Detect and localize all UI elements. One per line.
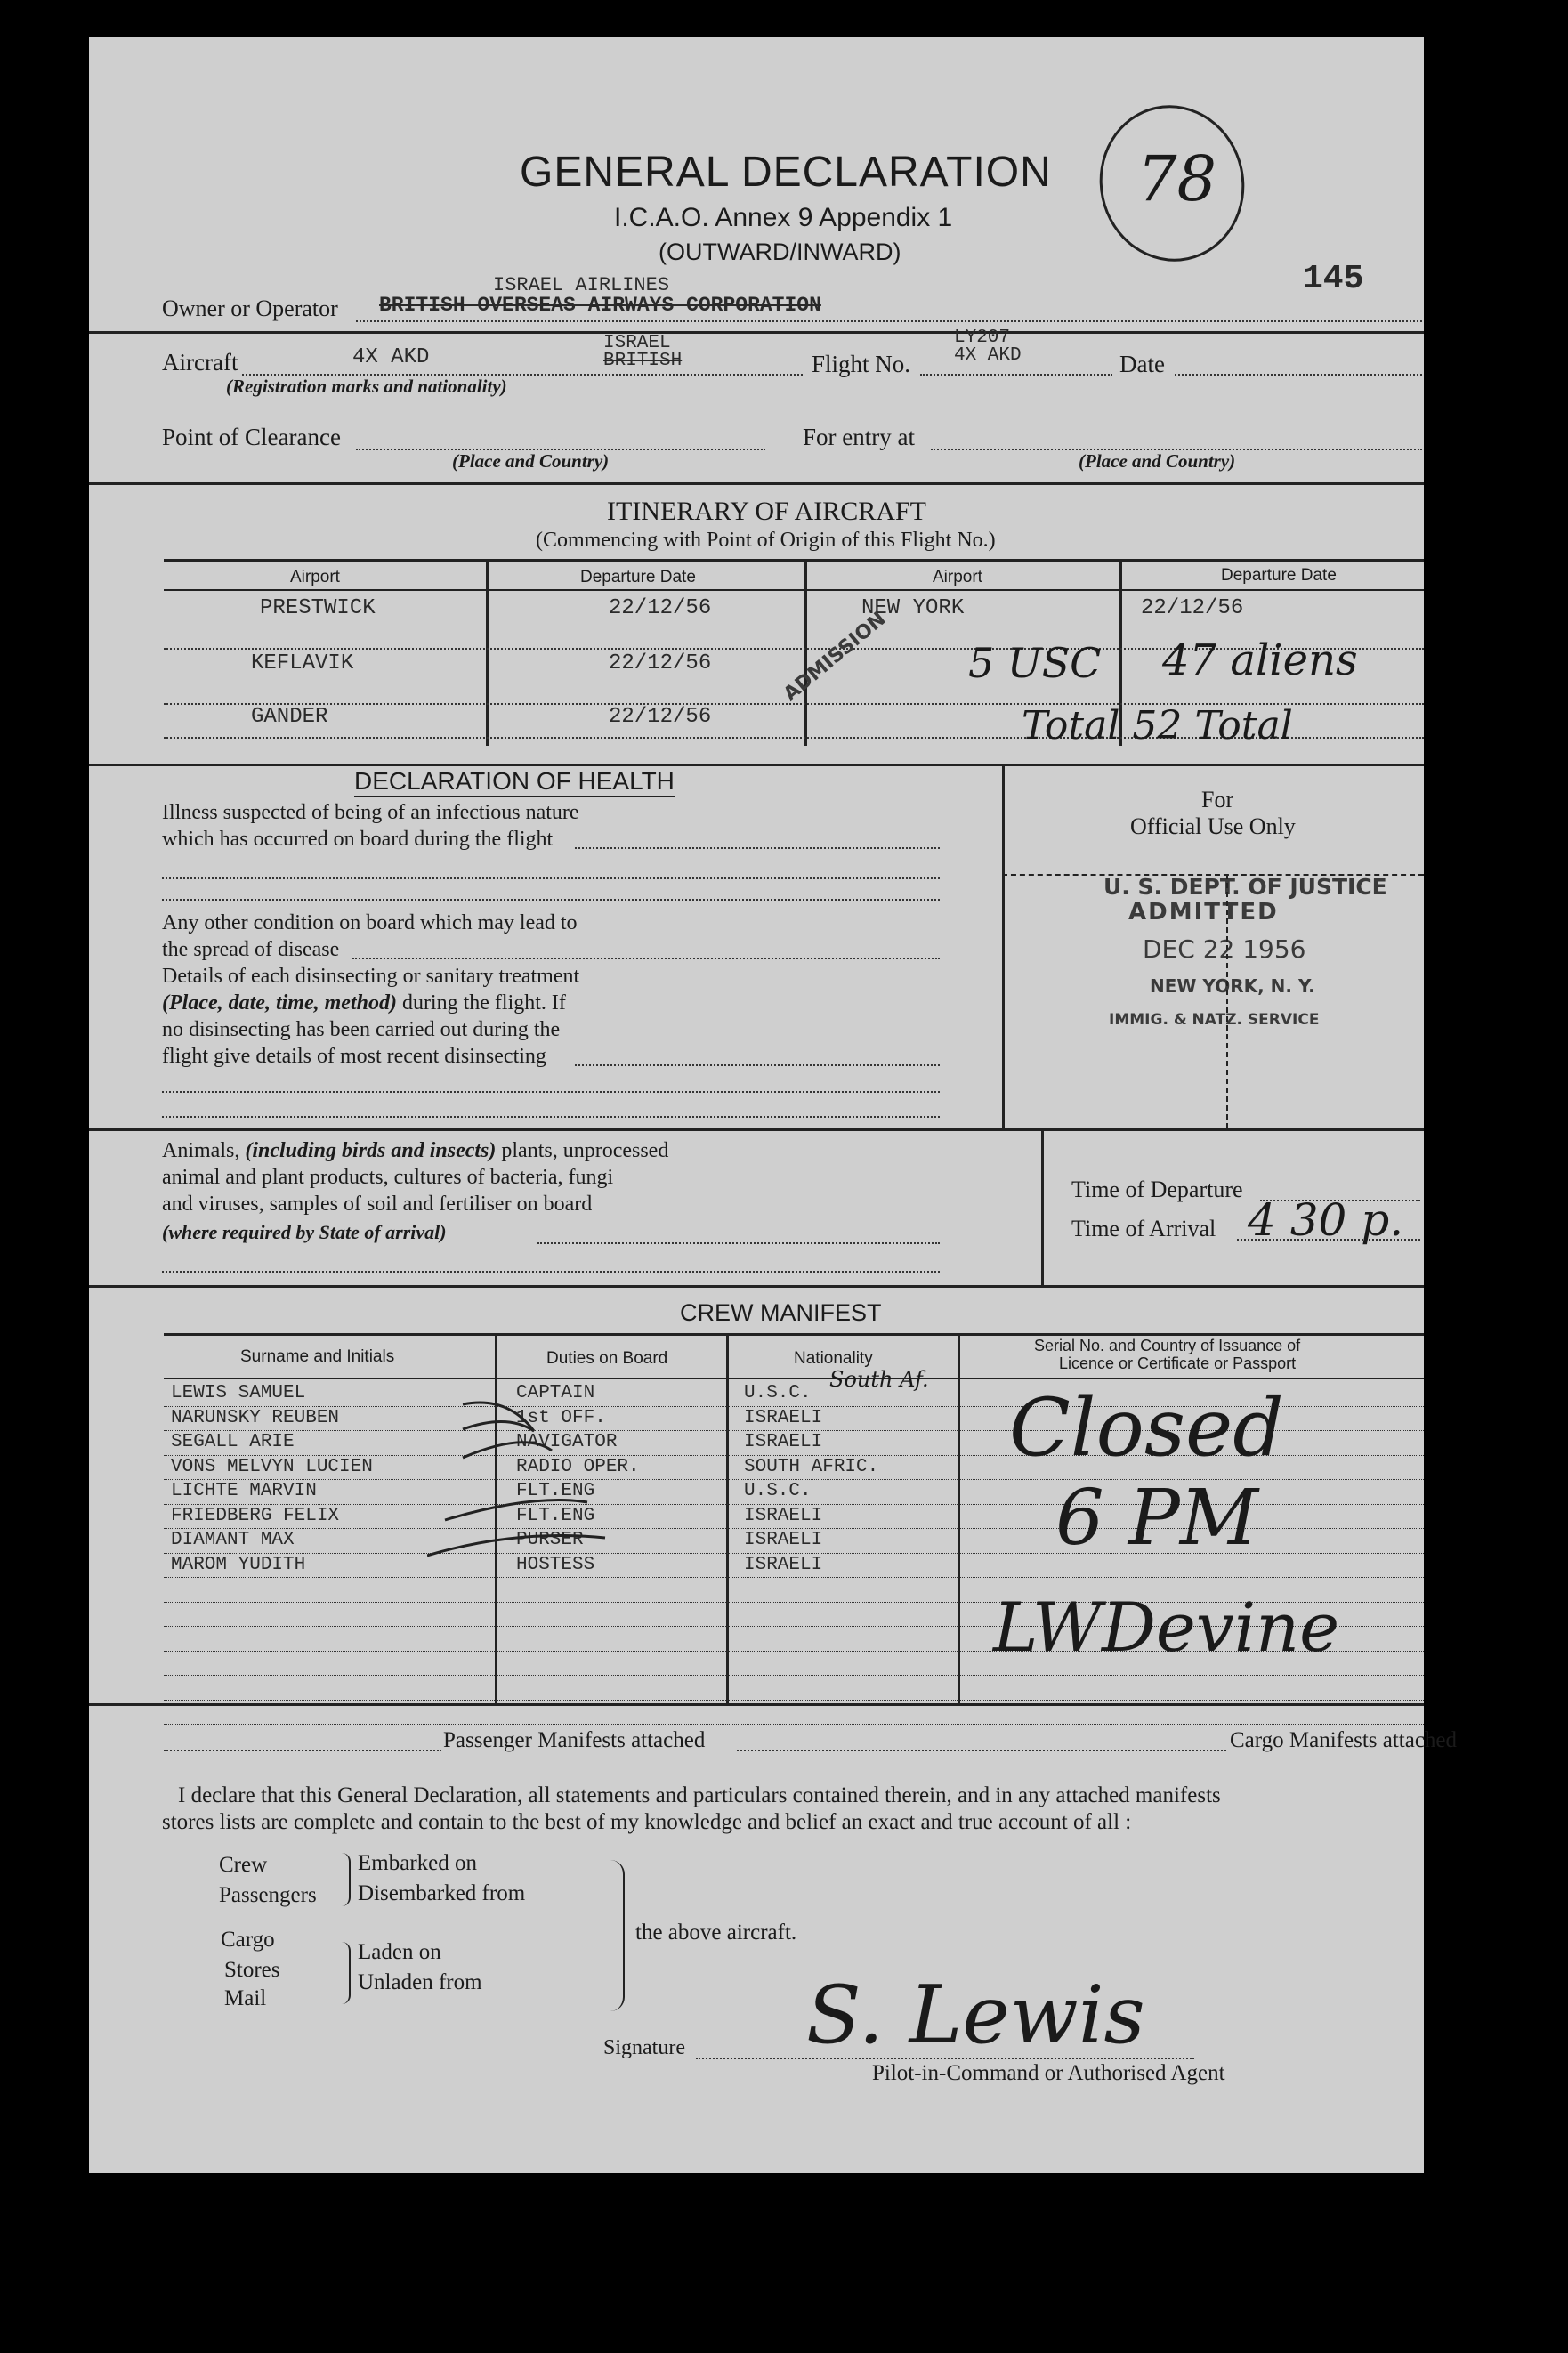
animals-line4: (where required by State of arrival) xyxy=(162,1221,447,1243)
aircraft-nationality: ISRAEL xyxy=(603,333,671,353)
declaration-sheet xyxy=(89,37,1458,2173)
health-title: DECLARATION OF HEALTH xyxy=(354,767,675,797)
health-q3-line2 xyxy=(162,991,566,1015)
crew-name: NARUNSKY REUBEN xyxy=(171,1407,340,1428)
itinerary-col-1 xyxy=(486,559,489,746)
signature-label: Signature xyxy=(603,2036,685,2059)
place-country-2: (Place and Country) xyxy=(1079,450,1236,472)
itinerary-title: ITINERARY OF AIRCRAFT xyxy=(607,497,926,526)
health-q3-line4: flight give details of most recent disinsecting xyxy=(162,1045,546,1068)
health-vertical xyxy=(1002,764,1005,1128)
health-q1-rule-3 xyxy=(162,899,940,901)
divider-6 xyxy=(89,1703,1424,1706)
cargo-word: Cargo xyxy=(221,1928,275,1952)
crew-top xyxy=(164,1333,1424,1336)
health-q2-line2: the spread of disease xyxy=(162,938,340,961)
divider-1 xyxy=(89,331,1424,334)
strike-mark-1 xyxy=(463,1403,534,1431)
crew-name: MAROM YUDITH xyxy=(171,1554,306,1575)
flight-reg: 4X AKD xyxy=(954,345,1022,366)
south-afr-hand: South Af. xyxy=(829,1367,929,1392)
health-q3-rule-1 xyxy=(575,1064,940,1066)
crew-nationality: U.S.C. xyxy=(744,1481,812,1501)
stores-word: Stores xyxy=(224,1958,280,1982)
crew-duty: 1st OFF. xyxy=(516,1407,606,1428)
health-q1-line1: Illness suspected of being of an infectious nature xyxy=(162,801,579,824)
health-q3-rule-2 xyxy=(162,1091,940,1093)
bracket-2 xyxy=(340,1942,351,2004)
date-label: Date xyxy=(1119,351,1165,377)
crew-duty: HOSTESS xyxy=(516,1554,595,1575)
cargo-label: Cargo Manifests attached xyxy=(1230,1728,1458,1752)
date-underline xyxy=(1175,374,1422,376)
crew-row-rule xyxy=(164,1577,1424,1578)
crew-duty: PURSER xyxy=(516,1530,584,1550)
departure-label: Time of Departure xyxy=(1071,1176,1243,1202)
strike-mark-3 xyxy=(445,1500,587,1521)
health-q1-rule-1 xyxy=(575,847,940,849)
itin-header-date-1: Departure Date xyxy=(580,568,696,586)
passenger-label: Passenger Manifests attached xyxy=(443,1728,706,1752)
crew-row-rule xyxy=(164,1675,1424,1676)
hand-aliens: 47 aliens xyxy=(1162,635,1358,685)
itin-date-1: 22/12/56 xyxy=(609,596,712,620)
crew-duty: FLT.ENG xyxy=(516,1505,595,1526)
aircraft-nationality-struck: BRITISH xyxy=(603,351,683,371)
itin-airport-2: NEW YORK xyxy=(861,596,965,620)
crew-word: Crew xyxy=(219,1853,268,1877)
animals-line1 xyxy=(162,1139,668,1163)
crew-nationality: ISRAELI xyxy=(744,1407,823,1428)
strike-mark-4 xyxy=(427,1536,605,1557)
closed-hand: Closed xyxy=(1009,1381,1284,1475)
form-subtitle: I.C.A.O. Annex 9 Appendix 1 xyxy=(614,203,953,232)
animals-rule-2 xyxy=(162,1271,940,1273)
crew-duty: CAPTAIN xyxy=(516,1383,595,1403)
health-q3-rest: during the flight. If xyxy=(396,991,566,1015)
flight-no: LY207 xyxy=(954,327,1011,348)
strike-marks xyxy=(427,1378,748,1600)
clearance-label: Point of Clearance xyxy=(162,424,341,450)
itinerary-col-2 xyxy=(804,559,807,746)
stamp-line4: NEW YORK, N. Y. xyxy=(1150,975,1315,997)
itin-header-airport-1: Airport xyxy=(290,568,340,586)
aircraft-reg: 4X AKD xyxy=(352,345,430,369)
declare-line1: I declare that this General Declaration, all statements and particulars contained therein, and in any attached manifests xyxy=(178,1783,1221,1807)
crew-nationality: SOUTH AFRIC. xyxy=(744,1456,879,1477)
owner-struck: BRITISH OVERSEAS AIRWAYS CORPORATION xyxy=(379,294,821,317)
crew-duty: RADIO OPER. xyxy=(516,1456,640,1477)
crew-nationality: ISRAELI xyxy=(744,1432,823,1452)
hand-usc: 5 USC xyxy=(968,639,1102,687)
mail-word: Mail xyxy=(224,1986,267,2010)
itin-date-4: 22/12/56 xyxy=(609,705,712,729)
crew-header-serial-2: Licence or Certificate or Passport xyxy=(1059,1354,1297,1372)
stamp-line1: U. S. DEPT. OF JUSTICE xyxy=(1103,874,1387,900)
flight-label: Flight No. xyxy=(812,351,911,377)
form-title: GENERAL DECLARATION xyxy=(520,149,1052,196)
time-hand: 6 PM xyxy=(1055,1474,1258,1563)
animals-line1-italic: (including birds and insects) xyxy=(245,1139,497,1162)
animals-line1-a: Animals, xyxy=(162,1139,246,1162)
itinerary-subtitle: (Commencing with Point of Origin of this Flight No.) xyxy=(536,529,996,552)
crew-header-rule xyxy=(164,1378,1424,1379)
crew-nationality: ISRAELI xyxy=(744,1505,823,1526)
registration-note: (Registration marks and nationality) xyxy=(226,376,507,397)
itin-date-3: 22/12/56 xyxy=(609,651,712,675)
laden-word: Laden on xyxy=(358,1940,441,1964)
health-q3-rule-3 xyxy=(162,1116,940,1118)
animals-line1-b: plants, unprocessed xyxy=(496,1139,669,1162)
official-line1: For xyxy=(1201,787,1234,813)
itin-airport-1: PRESTWICK xyxy=(260,596,376,620)
entry-label: For entry at xyxy=(803,424,915,450)
owner-typed: ISRAEL AIRLINES xyxy=(493,274,670,296)
animals-line3: and viruses, samples of soil and fertiliser on board xyxy=(162,1193,593,1216)
health-q3-italic: (Place, date, time, method) xyxy=(162,991,397,1015)
divider-4 xyxy=(89,1128,1424,1131)
arrival-label: Time of Arrival xyxy=(1071,1216,1216,1241)
declare-line2: stores lists are complete and contain to the best of my knowledge and belief an exact and true account of all : xyxy=(162,1810,1132,1834)
crew-title: CREW MANIFEST xyxy=(680,1299,882,1326)
crew-name: DIAMANT MAX xyxy=(171,1530,295,1550)
stamp-line3: DEC 22 1956 xyxy=(1143,934,1306,964)
initials-hand: LWDevine xyxy=(993,1588,1340,1667)
embarked-word: Embarked on xyxy=(358,1851,477,1875)
health-q3-line3: no disinsecting has been carried out during the xyxy=(162,1018,561,1041)
itinerary-top xyxy=(164,559,1424,562)
disembarked-word: Disembarked from xyxy=(358,1881,526,1905)
flight-underline xyxy=(920,374,1112,376)
crew-duty: FLT.ENG xyxy=(516,1481,595,1501)
divider-5 xyxy=(89,1285,1424,1288)
big-bracket xyxy=(610,1860,625,2011)
itin-header-rule xyxy=(164,589,1424,591)
crew-name: LEWIS SAMUEL xyxy=(171,1383,306,1403)
owner-label: Owner or Operator xyxy=(162,295,338,321)
passenger-dots xyxy=(164,1750,441,1751)
crew-name: VONS MELVYN LUCIEN xyxy=(171,1456,373,1477)
health-q2-line1: Any other condition on board which may lead to xyxy=(162,911,578,934)
health-q1-rule-2 xyxy=(162,877,940,879)
arrival-hand: 4 30 p. xyxy=(1248,1194,1404,1246)
strike-mark-2 xyxy=(463,1443,552,1458)
aircraft-label: Aircraft xyxy=(162,349,238,376)
divider-3 xyxy=(89,764,1424,766)
bracket-1 xyxy=(340,1853,351,1906)
official-line2: Official Use Only xyxy=(1130,813,1296,839)
stamp-line5: IMMIG. & NATZ. SERVICE xyxy=(1109,1011,1320,1029)
crew-name: SEGALL ARIE xyxy=(171,1432,295,1452)
health-q2-rule xyxy=(352,958,940,959)
above-aircraft: the above aircraft. xyxy=(635,1920,797,1945)
crew-col-3 xyxy=(958,1333,960,1703)
crew-header-name: Surname and Initials xyxy=(240,1347,395,1366)
crew-nationality: U.S.C. xyxy=(744,1383,812,1403)
divider-2 xyxy=(89,482,1424,485)
crew-name: LICHTE MARVIN xyxy=(171,1481,317,1501)
crew-nationality: ISRAELI xyxy=(744,1530,823,1550)
itin-date-2: 22/12/56 xyxy=(1141,596,1244,620)
form-direction: (OUTWARD/INWARD) xyxy=(659,239,901,265)
crew-header-serial-1: Serial No. and Country of Issuance of xyxy=(1034,1337,1301,1354)
signature-hand: S. Lewis xyxy=(806,1969,1145,2062)
cargo-dots xyxy=(737,1750,1226,1751)
page-number: 145 xyxy=(1303,260,1364,298)
itin-airport-3: KEFLAVIK xyxy=(251,651,354,675)
crew-row-rule xyxy=(164,1724,1424,1725)
pilot-label: Pilot-in-Command or Authorised Agent xyxy=(872,2061,1225,2085)
place-country-1: (Place and Country) xyxy=(452,450,610,472)
health-q3-line1: Details of each disinsecting or sanitary treatment xyxy=(162,965,580,988)
hand-total: Total 52 Total xyxy=(1022,703,1293,748)
health-q1-line2: which has occurred on board during the flight xyxy=(162,828,554,851)
animals-rule-1 xyxy=(537,1242,940,1244)
stamp-divider xyxy=(1226,874,1228,1128)
crew-nationality: ISRAELI xyxy=(744,1554,823,1575)
itin-header-date-2: Departure Date xyxy=(1221,566,1337,585)
passengers-word: Passengers xyxy=(219,1883,317,1907)
unladen-word: Unladen from xyxy=(358,1970,482,1994)
animals-vertical xyxy=(1041,1128,1044,1285)
animals-line2: animal and plant products, cultures of bacteria, fungi xyxy=(162,1166,614,1189)
owner-underline xyxy=(356,320,1422,322)
stamp-line2: ADMITTED xyxy=(1128,899,1279,926)
itin-diagonal-stamp: ADMISSION xyxy=(780,608,891,707)
circled-number-text: 78 xyxy=(1137,142,1217,215)
itin-header-airport-2: Airport xyxy=(933,568,982,586)
itin-airport-4: GANDER xyxy=(251,705,328,729)
crew-row-rule xyxy=(164,1700,1424,1701)
crew-header-nationality: Nationality xyxy=(794,1349,873,1368)
crew-header-duties: Duties on Board xyxy=(546,1349,668,1368)
crew-duty: NAVIGATOR xyxy=(516,1432,618,1452)
crew-name: FRIEDBERG FELIX xyxy=(171,1505,340,1526)
